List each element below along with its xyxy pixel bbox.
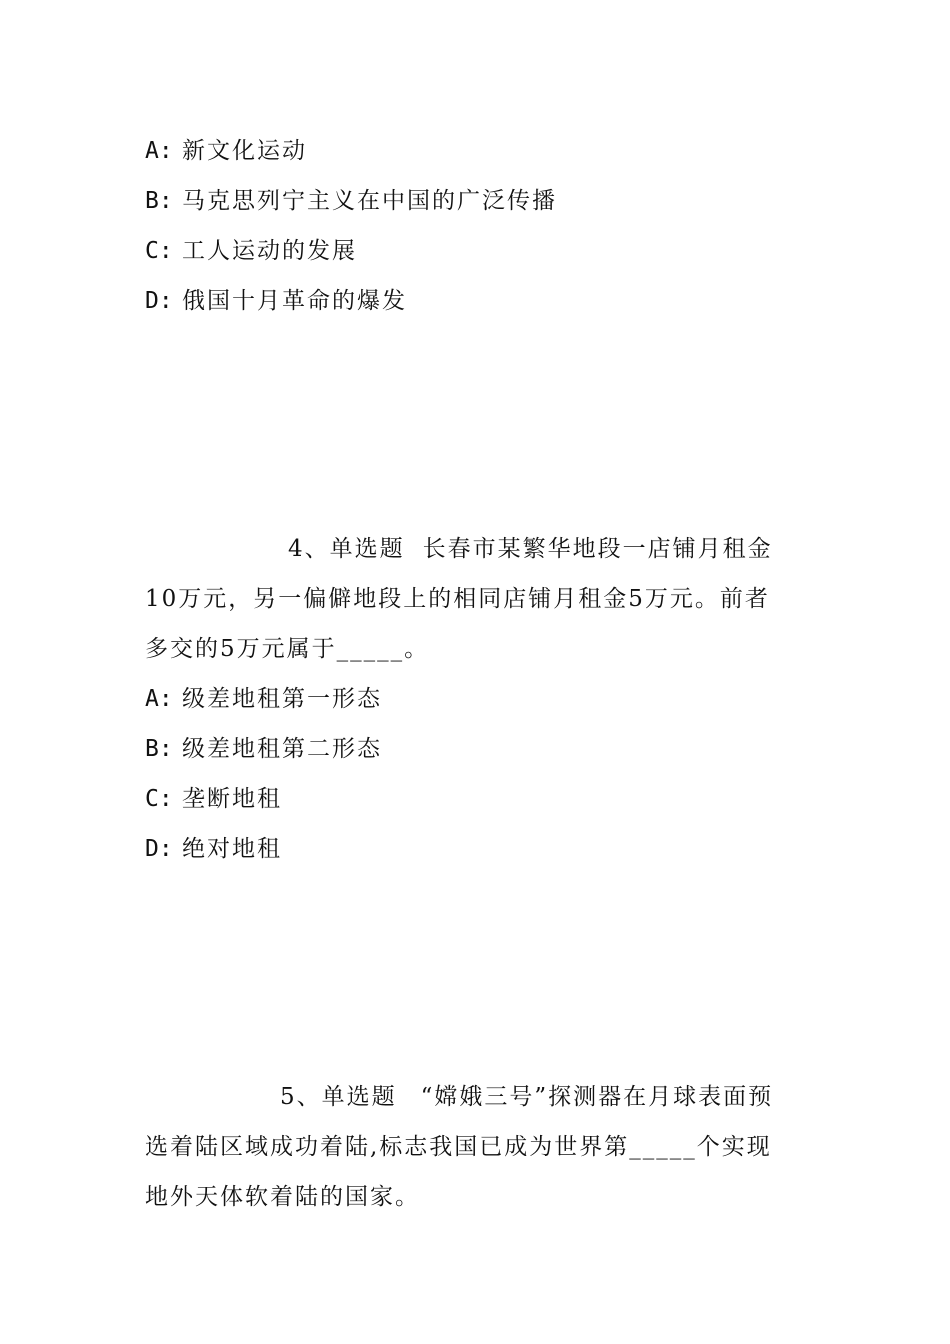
q4-option-b: [145, 734, 382, 764]
option-letter: B:: [145, 188, 173, 214]
option-letter: A:: [145, 138, 173, 164]
option-text: 级差地租第二形态: [182, 736, 383, 762]
option-text: 新文化运动: [182, 138, 308, 164]
q4-heading: [288, 534, 773, 564]
q4-stem-line3: 多交的5万元属于_____。: [145, 636, 430, 662]
option-letter: C:: [145, 786, 173, 812]
q4-option-c: [145, 784, 282, 814]
question-stem-line1: “嫦娥三号”探测器在月球表面预: [420, 1084, 774, 1110]
q3-option-b: [145, 186, 557, 216]
q5-heading: [280, 1082, 773, 1112]
q4-option-a: [145, 684, 382, 714]
option-letter: D:: [145, 288, 173, 314]
question-number: 5、: [280, 1084, 322, 1110]
q3-option-a: [145, 136, 307, 166]
option-text: 绝对地租: [182, 836, 283, 862]
option-text: 俄国十月革命的爆发: [182, 288, 408, 314]
option-letter: B:: [145, 736, 173, 762]
option-letter: C:: [145, 238, 173, 264]
q4-option-d: [145, 834, 282, 864]
q5-stem-line2: 选着陆区域成功着陆,标志我国已成为世界第_____个实现: [145, 1134, 772, 1160]
question-type: 单选题: [329, 536, 405, 562]
option-text: 垄断地租: [182, 786, 283, 812]
option-letter: D:: [145, 836, 173, 862]
q3-option-d: [145, 286, 407, 316]
q4-stem-line2: 10万元，另一偏僻地段上的相同店铺月租金5万元。前者: [145, 586, 770, 612]
q5-stem-line3: 地外天体软着陆的国家。: [145, 1184, 420, 1210]
option-text: 级差地租第一形态: [182, 686, 383, 712]
option-text: 工人运动的发展: [182, 238, 358, 264]
question-number: 4、: [288, 536, 330, 562]
question-type: 单选题: [321, 1084, 397, 1110]
question-stem-line1: 长春市某繁华地段一店铺月租金: [422, 536, 773, 562]
option-letter: A:: [145, 686, 173, 712]
q3-option-c: [145, 236, 357, 266]
option-text: 马克思列宁主义在中国的广泛传播: [182, 188, 558, 214]
